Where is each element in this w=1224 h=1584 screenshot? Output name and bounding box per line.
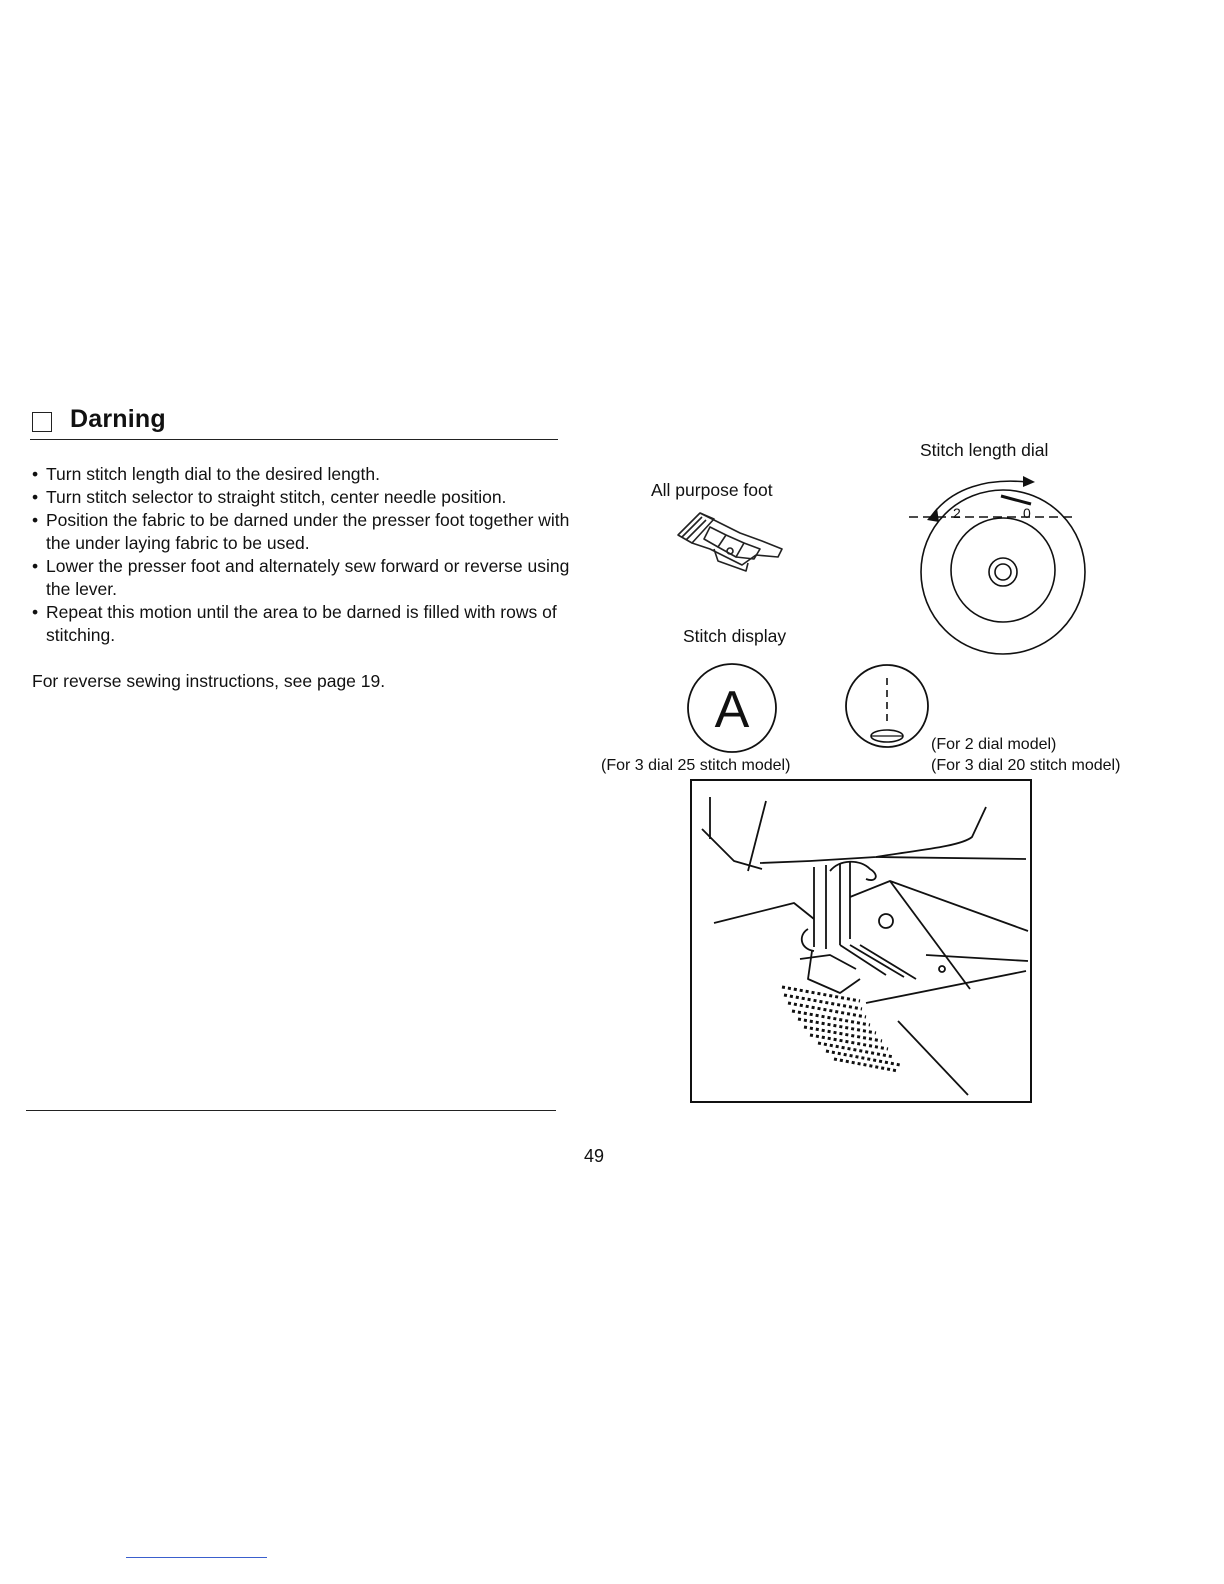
instruction-list xyxy=(32,463,572,647)
page-number: 49 xyxy=(584,1146,605,1166)
checkbox-icon xyxy=(32,412,52,432)
stitch-display-label: Stitch display xyxy=(683,626,787,646)
darning-illustration xyxy=(690,779,1036,1107)
model-3dial-20-label: (For 3 dial 20 stitch model) xyxy=(931,757,1121,774)
model-3dial-25-label: (For 3 dial 25 stitch model) xyxy=(601,757,791,774)
list-item xyxy=(32,555,572,601)
list-item xyxy=(32,509,572,555)
instruction-text: Lower the presser foot and alternately sew forward or reverse using the lever. xyxy=(46,556,570,599)
all-purpose-foot-label: All purpose foot xyxy=(651,480,773,500)
list-item xyxy=(32,463,572,486)
link-underline xyxy=(126,1557,267,1558)
reverse-sewing-note: For reverse sewing instructions, see page 19. xyxy=(32,671,386,691)
bullet: • xyxy=(32,556,39,576)
bullet: • xyxy=(32,602,39,622)
stitch-length-dial-icon xyxy=(905,470,1085,660)
instruction-text: Turn stitch selector to straight stitch, center needle position. xyxy=(46,487,507,507)
bottom-divider xyxy=(26,1110,556,1111)
presser-foot-icon xyxy=(670,505,790,585)
stitch-display-a-icon xyxy=(686,662,778,754)
list-item xyxy=(32,486,572,509)
instruction-text: Turn stitch length dial to the desired length. xyxy=(46,464,380,484)
section-title: Darning xyxy=(70,405,166,433)
display-letter: A xyxy=(714,681,750,739)
instruction-text: Position the fabric to be darned under the presser foot together with the under laying fabric to be used. xyxy=(46,510,570,553)
stitch-length-dial-label: Stitch length dial xyxy=(920,440,1049,460)
section-header xyxy=(30,405,558,440)
list-item xyxy=(32,601,572,647)
instruction-text: Repeat this motion until the area to be darned is filled with rows of stitching. xyxy=(46,602,557,645)
straight-stitch-display-icon xyxy=(845,664,935,754)
dial-mark-0: 0 xyxy=(1023,505,1031,521)
bullet: • xyxy=(32,464,39,484)
bullet: • xyxy=(32,510,39,530)
model-2dial-label: (For 2 dial model) xyxy=(931,736,1057,753)
bullet: • xyxy=(32,487,39,507)
dial-mark-2: 2 xyxy=(953,505,961,521)
